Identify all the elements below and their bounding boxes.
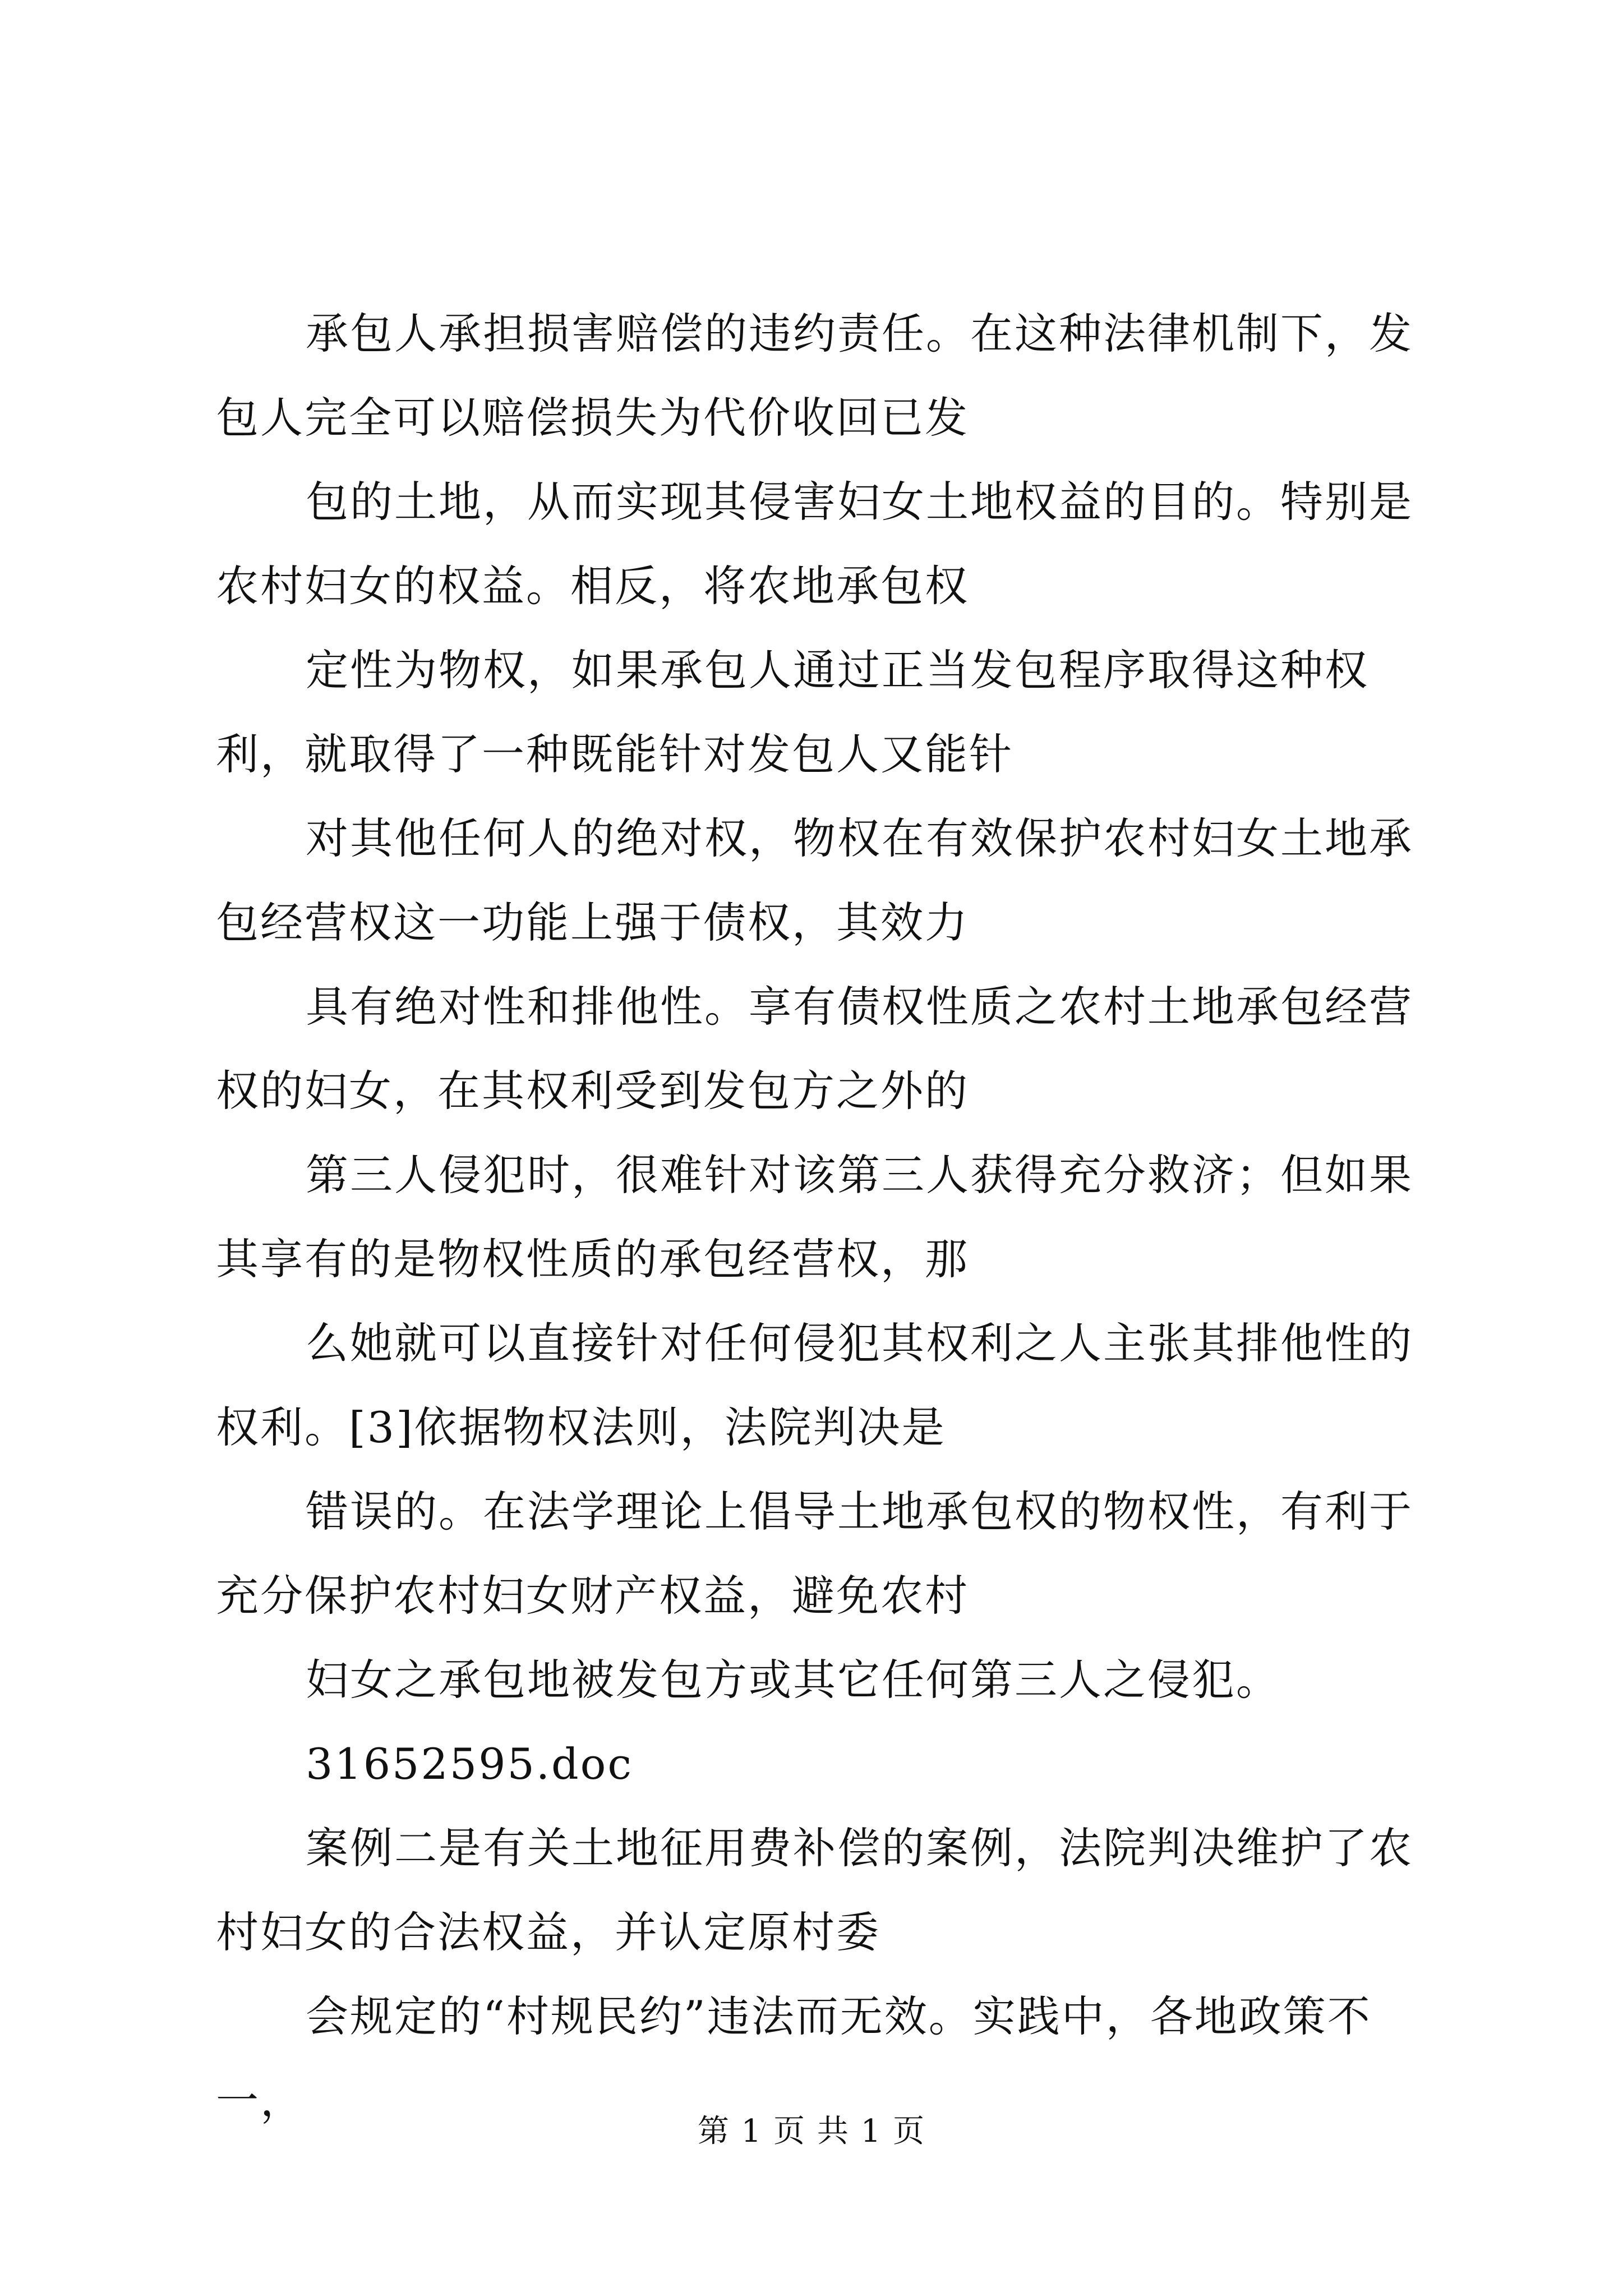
paragraph: 会规定的“村规民约”违法而无效。实践中，各地政策不一， xyxy=(216,1991,1372,2125)
paragraph: 么她就可以直接针对任何侵犯其权利之人主张其排他性的权利。[3]依据物权法则，法院判决是 xyxy=(216,1318,1413,1452)
paragraph: 错误的。在法学理论上倡导土地承包权的物权性，有利于充分保护农村妇女财产权益，避免农村 xyxy=(216,1487,1413,1621)
paragraph: 对其他任何人的绝对权，物权在有效保护农村妇女土地承包经营权这一功能上强于债权，其效力 xyxy=(216,813,1413,947)
paragraph: 包的土地，从而实现其侵害妇女土地权益的目的。特别是农村妇女的权益。相反，将农地承包权 xyxy=(216,477,1413,611)
page-footer xyxy=(0,2109,1623,2154)
paragraph: 承包人承担损害赔偿的违约责任。在这种法律机制下，发包人完全可以赔偿损失为代价收回已发 xyxy=(216,309,1413,443)
page-number-label: 第 1 页 共 1 页 xyxy=(697,2113,926,2150)
paragraph: 定性为物权，如果承包人通过正当发包程序取得这种权利，就取得了一种既能针对发包人又能针 xyxy=(216,645,1369,779)
paragraph: 案例二是有关土地征用费补偿的案例，法院判决维护了农村妇女的合法权益，并认定原村委 xyxy=(216,1823,1413,1957)
document-body xyxy=(216,292,1427,2143)
file-name-line: 31652595.doc xyxy=(306,1739,633,1789)
paragraph: 第三人侵犯时，很难针对该第三人获得充分救济；但如果其享有的是物权性质的承包经营权，那 xyxy=(216,1150,1413,1284)
paragraph: 具有绝对性和排他性。享有债权性质之农村土地承包经营权的妇女，在其权利受到发包方之外的 xyxy=(216,982,1413,1116)
paragraph: 妇女之承包地被发包方或其它任何第三人之侵犯。 xyxy=(306,1655,1280,1705)
